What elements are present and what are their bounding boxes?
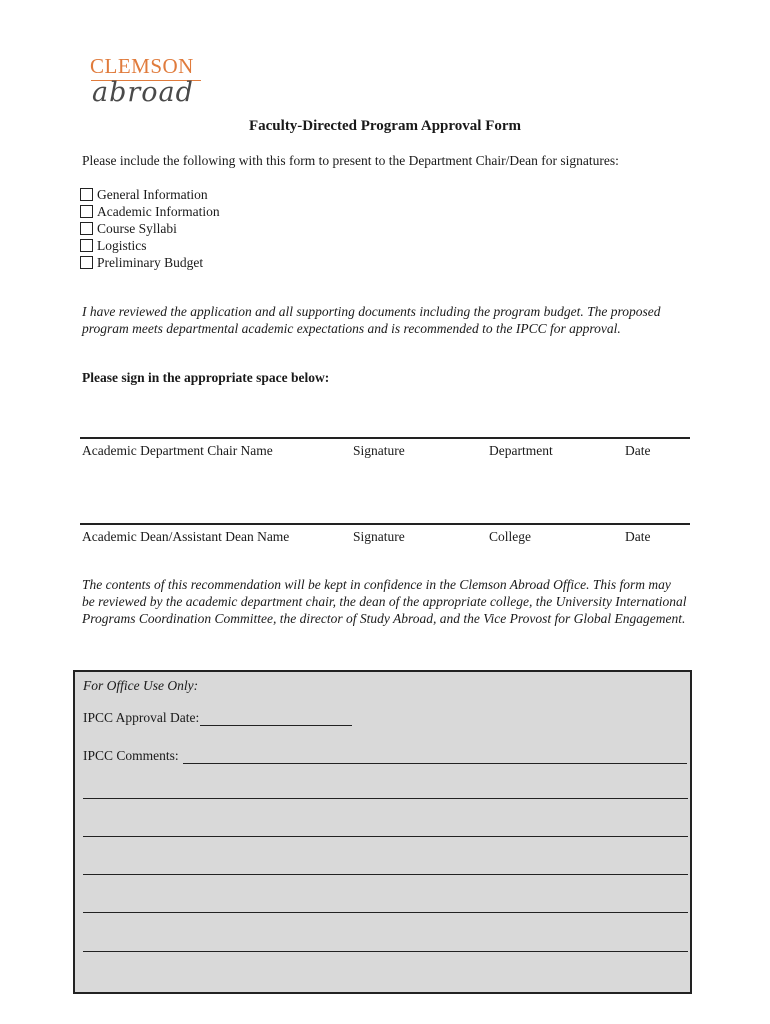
checkbox[interactable] — [80, 239, 93, 252]
checklist-item[interactable] — [80, 254, 220, 271]
confidentiality-note: The contents of this recommendation will be kept in confidence in the Clemson Abroad Office. This form may be reviewed by the academic department chair, the dean of the appropriate college, the University International Programs Coordination Committee, the director of Study Abroad, and the Vice Provost for Global Engagement. — [82, 577, 687, 626]
checklist-item[interactable] — [80, 203, 220, 220]
dean-signature-row[interactable] — [80, 523, 690, 549]
comments-line[interactable] — [83, 836, 688, 837]
checklist-label: Preliminary Budget — [97, 254, 204, 270]
comments-line[interactable] — [83, 798, 688, 799]
office-use-title: For Office Use Only: — [83, 678, 199, 693]
chair-date-label: Date — [625, 443, 651, 458]
chair-name-label: Academic Department Chair Name — [82, 443, 273, 458]
chair-signature-row[interactable] — [80, 437, 690, 463]
checklist-label: Academic Information — [97, 203, 220, 219]
approval-date-label: IPCC Approval Date: — [83, 710, 200, 725]
office-use-box — [73, 670, 692, 994]
dean-date-label: Date — [625, 529, 651, 544]
comments-field[interactable] — [183, 751, 687, 764]
dean-name-label: Academic Dean/Assistant Dean Name — [82, 529, 290, 544]
checkbox[interactable] — [80, 256, 93, 269]
college-label: College — [489, 529, 531, 544]
intro-text: Please include the following with this form to present to the Department Chair/Dean for signatures: — [82, 153, 619, 168]
checkbox[interactable] — [80, 222, 93, 235]
checklist-item[interactable] — [80, 186, 220, 203]
sign-heading: Please sign in the appropriate space below: — [82, 370, 330, 385]
checklist-item[interactable] — [80, 237, 220, 254]
approval-date-field[interactable] — [200, 713, 352, 726]
approval-statement: I have reviewed the application and all supporting documents including the program budget. The proposed program meets departmental academic expectations and is recommended to the IPCC for approval. — [82, 304, 661, 336]
dean-signature-label: Signature — [353, 529, 405, 544]
ipcc-approval-date — [83, 710, 352, 726]
clemson-abroad-logo — [90, 56, 215, 108]
logo-clemson-text: CLEMSON — [90, 54, 194, 78]
checklist-label: General Information — [97, 186, 208, 202]
logo-abroad-text: abroad — [92, 77, 194, 108]
checkbox[interactable] — [80, 205, 93, 218]
checklist-label: Course Syllabi — [97, 220, 177, 236]
chair-signature-label: Signature — [353, 443, 405, 458]
comments-line[interactable] — [83, 951, 688, 952]
document-checklist — [80, 186, 220, 271]
comments-line[interactable] — [83, 874, 688, 875]
checklist-label: Logistics — [97, 237, 147, 253]
checkbox[interactable] — [80, 188, 93, 201]
ipcc-comments — [83, 748, 687, 764]
comments-line[interactable] — [83, 912, 688, 913]
comments-label: IPCC Comments: — [83, 748, 179, 763]
form-title: Faculty-Directed Program Approval Form — [248, 118, 522, 134]
department-label: Department — [489, 443, 553, 458]
checklist-item[interactable] — [80, 220, 220, 237]
